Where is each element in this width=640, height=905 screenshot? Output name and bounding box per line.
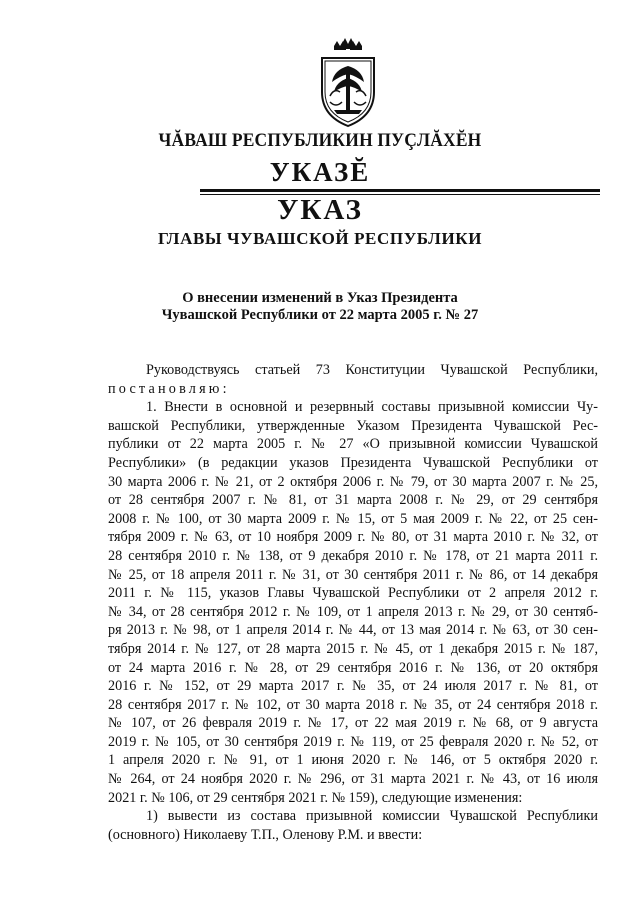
header-ukaze: УКАЗĔ xyxy=(269,157,371,187)
body-line: № 264, от 24 ноября 2020 г. № 296, от 31 марта 2021 г. № 43, от 16 июля xyxy=(108,771,598,788)
body-line: 28 сентября 2017 г. № 102, от 30 марта 2018 г. № 35, от 24 сентября 2018 г. xyxy=(108,696,598,713)
chuvash-coat-of-arms-emblem xyxy=(312,36,384,128)
title-line: О внесении изменений в Указ Президента xyxy=(182,290,458,306)
body-line: тября 2009 г. № 63, от 10 ноября 2009 г. № 80, от 31 марта 2010 г. № 32, от xyxy=(108,529,598,546)
document-title xyxy=(120,290,520,324)
body-line: 2016 г. № 152, от 29 марта 2017 г. № 35, от 24 июля 2017 г. № 81, от xyxy=(108,678,598,695)
body-line: 30 марта 2006 г. № 21, от 2 октября 2006 г. № 79, от 30 марта 2007 г. № 25, xyxy=(108,473,598,490)
body-line: Руководствуясь статьей 73 Конституции Чувашской Республики, xyxy=(146,362,598,378)
title-line: Чувашской Республики от 22 марта 2005 г. № 27 xyxy=(161,307,479,323)
body-line: (основного) Николаеву Т.П., Оленову Р.М. и ввести: xyxy=(108,826,423,843)
body-line: 2011 г. № 115, указов Главы Чувашской Республики от 2 апреля 2012 г. xyxy=(108,585,598,602)
body-line: 2021 г. № 106, от 29 сентября 2021 г. № 159), следующие изменения: xyxy=(108,789,523,806)
header-chuvash-line: ЧĂВАШ РЕСПУБЛИКИН ПУÇЛĂХĔН xyxy=(158,130,482,151)
header-divider-thick xyxy=(200,189,600,192)
body-line: № 25, от 18 апреля 2011 г. № 31, от 30 сентября 2011 г. № 86, от 14 декабря xyxy=(108,566,598,583)
body-line: 28 сентября 2010 г. № 138, от 9 декабря 2010 г. № 178, от 21 марта 2011 г. xyxy=(108,547,598,564)
body-line: 1. Внести в основной и резервный составы призывной комиссии Чу- xyxy=(146,399,598,416)
body-line: вашской Республики, утвержденные Указом Президента Чувашской Рес- xyxy=(108,417,598,434)
body-line: 1) вывести из состава призывной комиссии Чувашской Республики xyxy=(146,808,598,825)
body-line: 2019 г. № 105, от 30 сентября 2019 г. № 119, от 25 февраля 2020 г. № 52, от xyxy=(108,733,598,750)
document-body xyxy=(108,361,598,844)
body-line: 1 апреля 2020 г. № 91, от 1 июня 2020 г. № 146, от 5 октября 2020 г. xyxy=(108,752,598,769)
header-ukaz: УКАЗ xyxy=(277,194,363,226)
body-line: от 28 сентября 2007 г. № 81, от 31 марта 2008 г. № 29, от 29 сентября xyxy=(108,492,598,509)
body-line: № 107, от 26 февраля 2019 г. № 17, от 22 мая 2019 г. № 68, от 9 августа xyxy=(108,715,598,732)
body-line: тября 2014 г. № 127, от 28 марта 2015 г. № 45, от 1 декабря 2015 г. № 187, xyxy=(108,640,598,657)
body-line: Республики» (в редакции указов Президента Чувашской Республики от xyxy=(108,454,598,471)
body-line: 2008 г. № 100, от 30 марта 2009 г. № 15, от 5 мая 2009 г. № 22, от 25 сен- xyxy=(108,510,598,527)
body-line: № 34, от 28 сентября 2012 г. № 109, от 1 апреля 2013 г. № 29, от 30 сентяб- xyxy=(108,603,598,620)
body-line: ря 2013 г. № 98, от 1 апреля 2014 г. № 44, от 13 мая 2014 г. № 63, от 30 сен- xyxy=(108,622,598,639)
body-line: от 24 марта 2016 г. № 28, от 29 сентября 2016 г. № 136, от 20 октября xyxy=(108,659,598,676)
body-line: постановляю: xyxy=(108,380,230,397)
header-glavy: ГЛАВЫ ЧУВАШСКОЙ РЕСПУБЛИКИ xyxy=(157,229,483,248)
body-line: публики от 22 марта 2005 г. № 27 «О призывной комиссии Чувашской xyxy=(108,436,598,453)
